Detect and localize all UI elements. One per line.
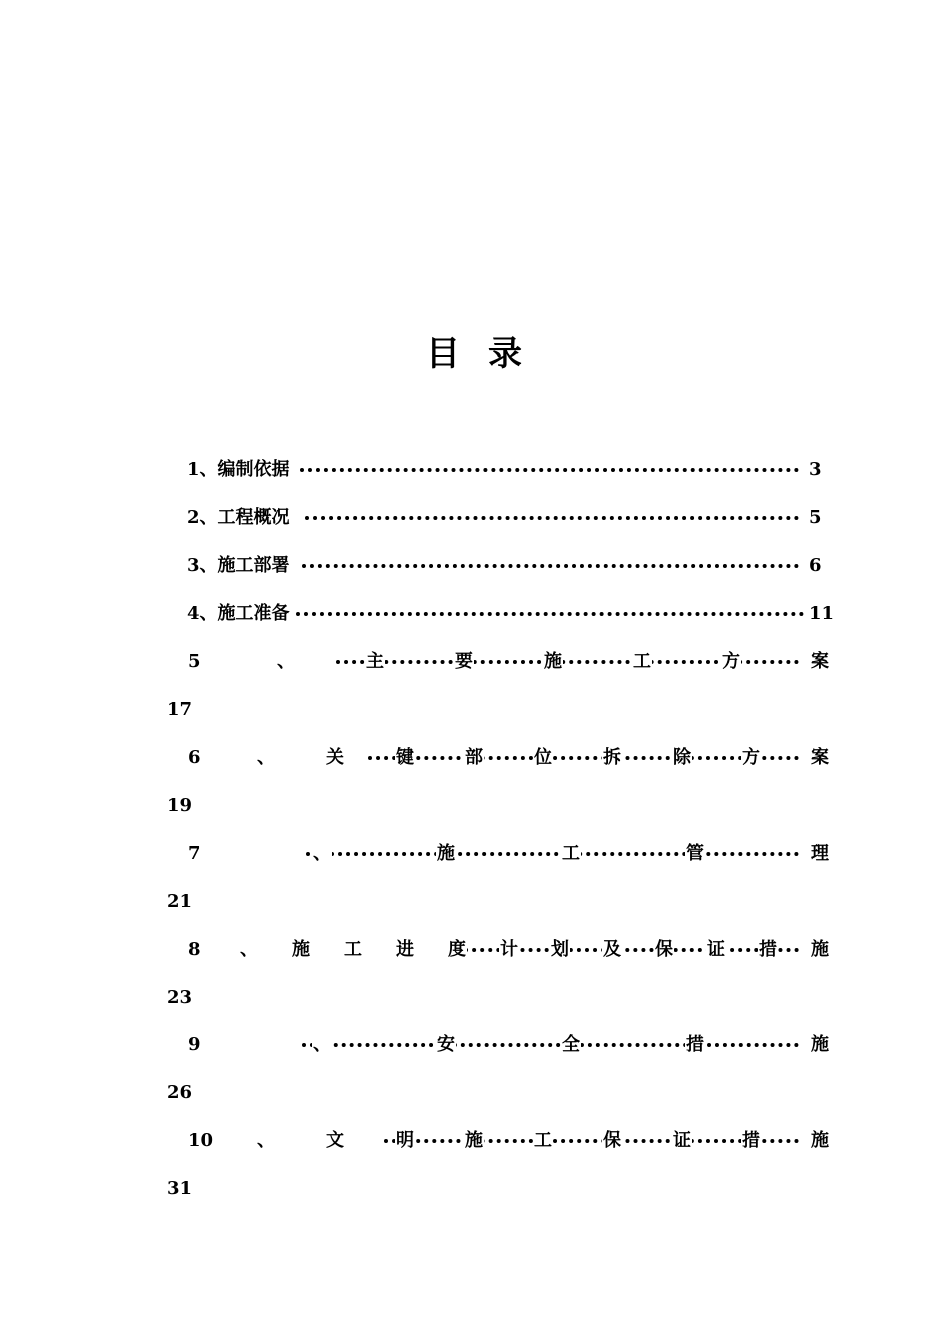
toc-entry-char: 措 [758,936,778,964]
toc-entry[interactable] [0,936,950,1016]
dot-leader [296,612,804,616]
toc-entry-char: 施 [543,648,563,676]
dot-leader [302,564,799,568]
title-char-1: 目 [426,334,462,374]
toc-entry-char: 证 [672,1127,692,1155]
toc-entry-char: 要 [454,648,474,676]
toc-entry-page: 23 [167,987,193,1008]
toc-entry-char: 、 [256,744,276,772]
dot-leader [384,1139,799,1143]
toc-entry-char: 明 [395,1127,415,1155]
toc-entry-char: 划 [550,936,570,964]
toc-entry-page: 21 [167,891,193,912]
toc-entry-char: 理 [810,840,830,868]
toc-entry-page: 31 [167,1178,193,1199]
toc-entry-char: 位 [533,744,553,772]
toc-entry-char: 施 [810,936,830,964]
dot-leader [305,516,799,520]
toc-entry-char: 全 [561,1031,581,1059]
toc-entry-page: 3 [809,459,822,480]
toc-entry-char: 及 [602,936,622,964]
toc-entry-char: 部 [464,744,484,772]
dot-leader [302,1043,799,1047]
toc-entry-page: 5 [809,507,822,528]
toc-entry[interactable] [0,1127,950,1207]
toc-entry-char: 方 [721,648,741,676]
toc-entry-char: 关 [325,744,345,772]
toc-entry-char: 5 [187,648,202,676]
toc-entry-char: 、 [276,648,296,676]
toc-entry-char: 方 [741,744,761,772]
toc-entry-char: 施 [810,1031,830,1059]
toc-entry[interactable] [0,744,950,824]
dot-leader [306,852,799,856]
toc-entry-char: 除 [672,744,692,772]
toc-entry-char: 7 [187,840,202,868]
dot-leader [368,756,799,760]
toc-entry-char: 工 [561,840,581,868]
toc-entry-char: 证 [706,936,726,964]
toc-entry[interactable] [0,840,950,920]
toc-entry-label: 1、编制依据 [187,459,290,480]
toc-entry-char: 施 [810,1127,830,1155]
toc-entry-char: 9 [187,1031,202,1059]
toc-entry-page: 6 [809,555,822,576]
toc-entry[interactable] [0,552,950,580]
toc-entry-char: 措 [685,1031,705,1059]
toc-entry-char: 6 [187,744,202,772]
toc-entry[interactable] [0,600,950,628]
page-title [0,326,950,375]
toc-entry-char: 工 [343,936,363,964]
toc-entry-label: 4、施工准备 [187,603,290,624]
toc-entry-char: 工 [533,1127,553,1155]
toc-entry-char: 进 [395,936,415,964]
toc-entry-page: 19 [167,795,193,816]
toc-entry-char: 保 [654,936,674,964]
toc-entry-char: 度 [447,936,467,964]
toc-entry-page: 11 [809,603,835,624]
toc-entry-char: 施 [464,1127,484,1155]
toc-entry[interactable] [0,456,950,484]
toc-entry-char: 键 [395,744,415,772]
toc-entry-char: 、 [312,840,332,868]
toc-entry[interactable] [0,504,950,532]
toc-entry-char: 案 [810,648,830,676]
toc-entry-char: 拆 [602,744,622,772]
toc-entry-char: 保 [602,1127,622,1155]
toc-entry-label: 2、工程概况 [187,507,290,528]
toc-entry-char: 施 [436,840,456,868]
toc-entry-char: 管 [685,840,705,868]
toc-entry-page: 17 [167,699,193,720]
toc-entry-char: 8 [187,936,202,964]
toc-entry-page: 26 [167,1082,193,1103]
dot-leader [300,468,799,472]
toc-entry-char: 工 [632,648,652,676]
toc-entry-char: 、 [256,1127,276,1155]
toc-entry-char: 施 [291,936,311,964]
toc-entry-char: 文 [325,1127,345,1155]
toc-entry-char: 措 [741,1127,761,1155]
toc-entry-label: 3、施工部署 [187,555,290,576]
title-char-2: 录 [488,334,524,374]
toc-entry-char: 10 [187,1127,214,1155]
toc-entry-char: 安 [436,1031,456,1059]
toc-entry-char: 主 [365,648,385,676]
toc-entry-char: 计 [499,936,519,964]
toc-entry[interactable] [0,648,950,728]
toc-entry[interactable] [0,1031,950,1111]
toc-entry-char: 、 [239,936,259,964]
toc-entry-char: 、 [312,1031,332,1059]
toc-entry-char: 案 [810,744,830,772]
